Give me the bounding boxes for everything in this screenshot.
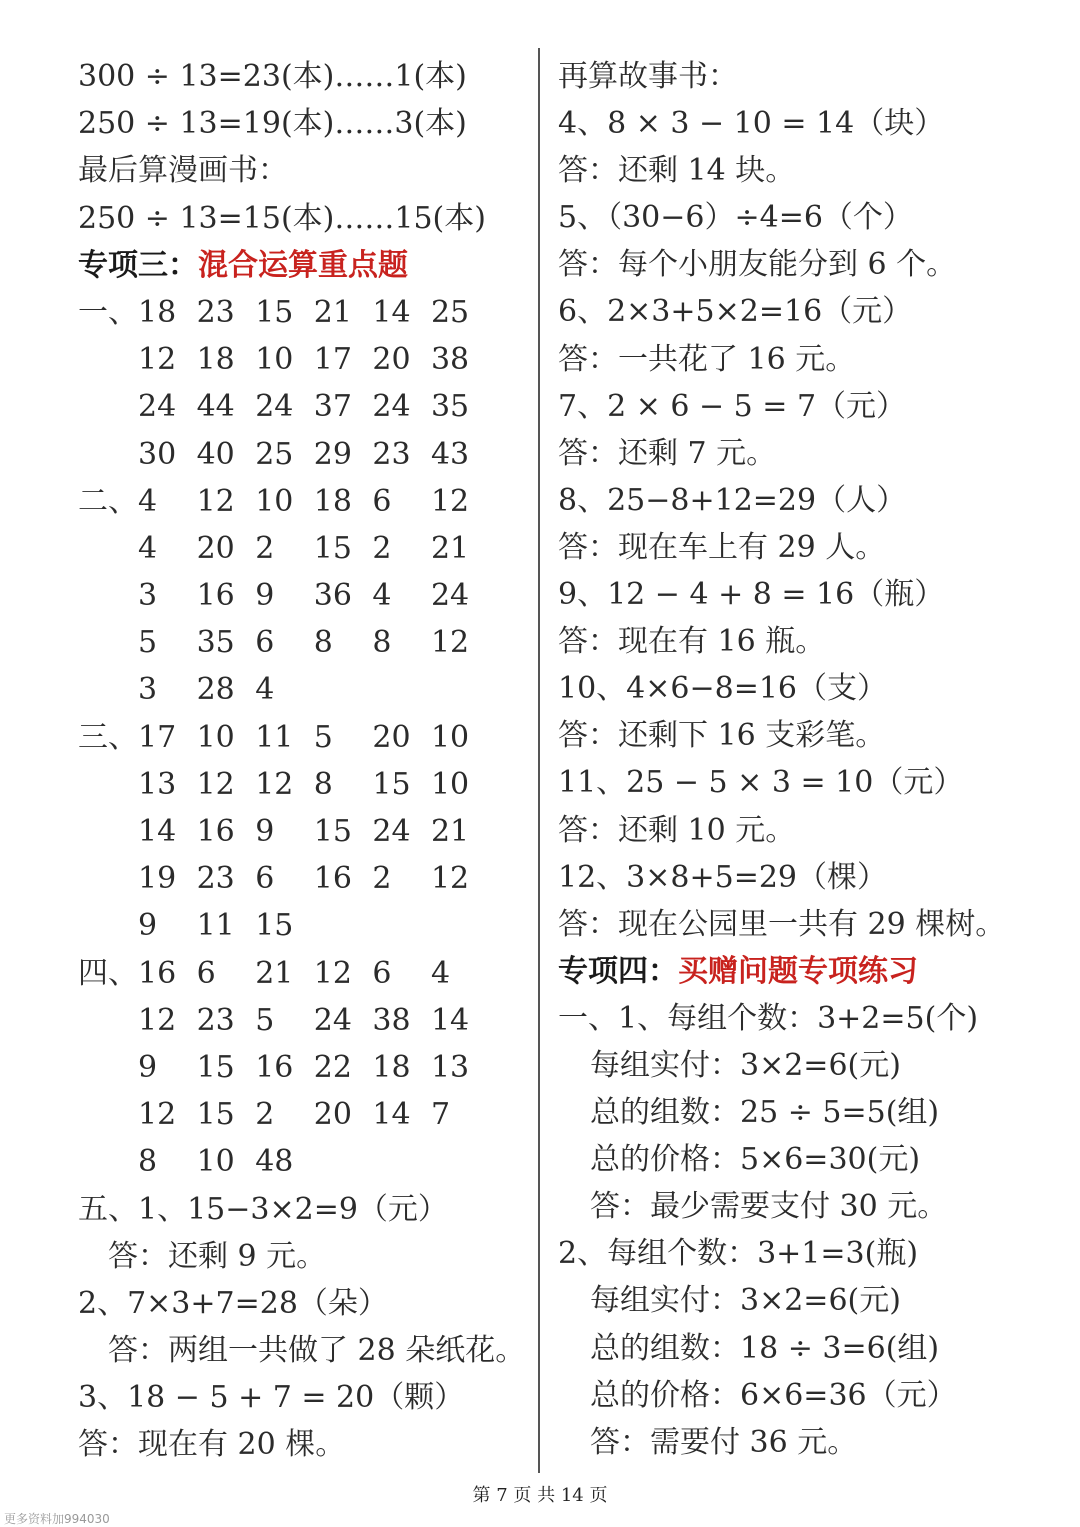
number-row — [78, 289, 528, 336]
number-cell: 16 — [138, 955, 177, 991]
answer-line: 6、2×3+5×2=16（元） — [558, 294, 913, 330]
number-cell: 14 — [138, 814, 177, 849]
number-cell: 12 — [255, 766, 294, 802]
number-cell: 10 — [255, 483, 294, 519]
number-cell: 15 — [313, 530, 352, 566]
number-cell: 10 — [196, 719, 235, 755]
number-cell: 28 — [196, 672, 235, 708]
section-label: 三、 — [78, 719, 138, 755]
number-cell: 13 — [430, 1049, 470, 1085]
number-cell: 48 — [255, 1144, 294, 1180]
answer-line: 答：还剩下 16 支彩笔。 — [558, 718, 886, 754]
number-cell: 29 — [313, 436, 352, 472]
answer-line: 答：还剩 9 元。 — [108, 1238, 327, 1274]
answer-line: 再算故事书： — [558, 59, 738, 94]
number-cell: 5 — [313, 719, 333, 755]
number-cell: 20 — [313, 1097, 352, 1133]
answer-line: 250 ÷ 13=19(本)……3(本) — [78, 106, 467, 142]
number-cell: 15 — [196, 1049, 235, 1085]
number-cell: 12 — [430, 483, 470, 519]
number-cell: 25 — [430, 294, 470, 330]
number-row — [78, 714, 528, 761]
answer-line: 11、25 − 5 × 3 = 10（元） — [558, 765, 964, 801]
page-number: 第 7 页 共 14 页 — [472, 1485, 608, 1506]
number-cell: 35 — [196, 625, 235, 661]
number-row — [78, 619, 528, 666]
number-cell: 4 — [430, 955, 451, 991]
answer-line: 7、2 × 6 − 5 = 7（元） — [558, 388, 907, 424]
number-cell: 12 — [138, 1002, 177, 1038]
number-cell: 11 — [196, 908, 235, 944]
section-label: 四、 — [78, 955, 138, 991]
number-cell: 15 — [255, 908, 294, 944]
number-cell: 17 — [313, 342, 352, 378]
number-cell: 12 — [430, 861, 470, 897]
answer-line: 300 ÷ 13=23(本)……1(本) — [78, 59, 467, 94]
number-row — [78, 761, 528, 808]
answer-line: 答：最少需要支付 30 元。 — [590, 1189, 948, 1225]
answer-line: 9、12 − 4 + 8 = 16（瓶） — [558, 577, 945, 613]
heading-prefix: 专项四： — [558, 953, 678, 989]
number-row — [78, 525, 528, 572]
section-heading-4 — [558, 948, 1058, 995]
number-cell: 6 — [255, 861, 275, 897]
number-cell: 6 — [255, 625, 275, 661]
number-cell: 2 — [372, 861, 392, 897]
number-cell: 15 — [313, 814, 352, 849]
number-cell: 18 — [196, 342, 235, 378]
answer-line: 12、3×8+5=29（棵） — [558, 859, 888, 895]
number-cell: 23 — [196, 294, 235, 330]
answer-line: 五、1、15−3×2=9（元） — [78, 1191, 448, 1227]
number-cell: 25 — [255, 436, 294, 472]
number-cell: 38 — [430, 342, 470, 378]
answer-line: 答：现在车上有 29 人。 — [558, 529, 886, 565]
number-row — [78, 572, 528, 619]
number-cell: 10 — [255, 342, 294, 378]
number-cell: 3 — [138, 672, 158, 708]
number-row — [78, 383, 528, 430]
number-cell: 18 — [372, 1049, 411, 1085]
number-cell: 6 — [372, 955, 392, 991]
number-cell: 20 — [196, 530, 235, 566]
number-cell: 10 — [430, 766, 470, 802]
answer-line: 答：还剩 7 元。 — [558, 435, 777, 471]
number-cell: 21 — [430, 814, 470, 849]
right-column — [558, 53, 1058, 1466]
number-cell: 24 — [313, 1002, 352, 1038]
number-cell: 8 — [138, 1144, 158, 1180]
number-cell: 12 — [196, 483, 235, 519]
number-cell: 16 — [255, 1049, 294, 1085]
answer-line: 2、7×3+7=28（朵） — [78, 1285, 388, 1321]
number-row — [78, 431, 528, 478]
number-cell: 6 — [372, 483, 392, 519]
number-cell: 12 — [196, 766, 235, 802]
section-label: 一、 — [78, 294, 138, 330]
number-cell: 12 — [138, 1097, 177, 1133]
answer-line: 每组实付：3×2=6(元) — [590, 1283, 901, 1319]
answer-line: 答：还剩 10 元。 — [558, 812, 796, 848]
answer-line: 总的价格：5×6=30(元) — [590, 1142, 921, 1178]
number-cell: 19 — [138, 861, 177, 897]
number-cell: 20 — [372, 719, 411, 755]
section-1-grid — [78, 289, 528, 478]
number-row — [78, 666, 528, 713]
number-cell: 5 — [138, 625, 158, 661]
answer-line: 答：现在有 20 棵。 — [78, 1427, 346, 1463]
number-row — [78, 902, 528, 949]
answer-line: 答：两组一共做了 28 朵纸花。 — [108, 1333, 526, 1369]
number-cell: 12 — [313, 955, 352, 991]
answer-line: 答：现在公园里一共有 29 棵树。 — [558, 906, 1006, 942]
answer-line: 4、8 × 3 − 10 = 14（块） — [558, 106, 945, 142]
number-row — [78, 950, 528, 997]
number-row — [78, 997, 528, 1044]
section-label: 二、 — [78, 483, 138, 519]
number-cell: 12 — [138, 342, 177, 378]
number-row — [78, 1138, 528, 1185]
number-cell: 43 — [430, 436, 470, 472]
number-cell: 21 — [255, 955, 294, 991]
number-row — [78, 336, 528, 383]
number-cell: 8 — [313, 625, 333, 661]
answer-line: 总的组数：25 ÷ 5=5(组) — [590, 1095, 940, 1131]
number-cell: 30 — [138, 436, 177, 472]
number-cell: 3 — [138, 578, 158, 614]
number-cell: 21 — [313, 294, 352, 330]
answer-line: 一、1、每组个数：3+2=5(个) — [558, 1000, 979, 1036]
number-cell: 23 — [372, 436, 411, 472]
number-cell: 15 — [372, 766, 411, 802]
number-cell: 40 — [196, 436, 235, 472]
number-cell: 38 — [372, 1002, 411, 1038]
number-cell: 10 — [430, 719, 470, 755]
section-5 — [78, 1186, 528, 1469]
number-cell: 23 — [196, 1002, 235, 1038]
answer-line: 答：还剩 14 块。 — [558, 153, 796, 189]
answer-line: 2、每组个数：3+1=3(瓶) — [558, 1236, 919, 1272]
number-cell: 14 — [372, 1097, 411, 1133]
number-cell: 5 — [255, 1002, 275, 1038]
number-cell: 4 — [255, 672, 275, 708]
answer-line: 5、（30−6）÷4=6（个） — [558, 200, 913, 236]
answer-line: 10、4×6−8=16（支） — [558, 671, 888, 707]
number-cell: 9 — [255, 814, 275, 849]
heading-title: 买赠问题专项练习 — [678, 953, 918, 989]
number-cell: 15 — [255, 294, 294, 330]
answer-line: 3、18 − 5 + 7 = 20（颗） — [78, 1380, 465, 1416]
left-column — [78, 53, 528, 1469]
answer-line: 答：现在有 16 瓶。 — [558, 624, 826, 660]
heading-title: 混合运算重点题 — [198, 247, 408, 283]
number-cell: 7 — [430, 1097, 451, 1133]
heading-prefix: 专项三： — [78, 247, 198, 283]
number-cell: 18 — [313, 483, 352, 519]
number-cell: 21 — [430, 530, 470, 566]
section-4-grid — [78, 950, 528, 1186]
number-cell: 4 — [138, 483, 158, 519]
number-cell: 17 — [138, 719, 177, 755]
number-cell: 13 — [138, 766, 177, 802]
number-cell: 9 — [255, 578, 275, 614]
number-cell: 9 — [138, 908, 158, 944]
section-2-grid — [78, 478, 528, 714]
number-cell: 24 — [430, 578, 470, 614]
number-cell: 24 — [372, 389, 411, 425]
number-cell: 44 — [196, 389, 235, 425]
number-cell: 12 — [430, 625, 470, 661]
number-cell: 2 — [255, 530, 275, 566]
number-cell: 36 — [313, 578, 352, 614]
number-cell: 15 — [196, 1097, 235, 1133]
number-cell: 8 — [372, 625, 392, 661]
number-cell: 2 — [372, 530, 392, 566]
number-cell: 9 — [138, 1049, 158, 1085]
number-cell: 2 — [255, 1097, 275, 1133]
number-cell: 24 — [372, 814, 411, 849]
number-row — [78, 478, 528, 525]
number-cell: 23 — [196, 861, 235, 897]
number-cell: 8 — [313, 766, 333, 802]
number-cell: 16 — [196, 814, 235, 849]
number-row — [78, 855, 528, 902]
number-row — [78, 1044, 528, 1091]
number-cell: 16 — [196, 578, 235, 614]
watermark-text: 更多资料加994030 — [4, 1512, 110, 1526]
number-cell: 20 — [372, 342, 411, 378]
answer-line: 答：需要付 36 元。 — [590, 1424, 858, 1460]
section-heading-3 — [78, 242, 528, 289]
number-cell: 18 — [138, 294, 177, 330]
number-cell: 24 — [138, 389, 177, 425]
number-cell: 16 — [313, 861, 352, 897]
column-divider — [538, 48, 540, 1473]
number-cell: 14 — [430, 1002, 470, 1038]
number-cell: 4 — [372, 578, 392, 614]
answer-line: 总的组数：18 ÷ 3=6(组) — [590, 1330, 940, 1366]
number-cell: 22 — [313, 1049, 352, 1085]
answer-line: 最后算漫画书： — [78, 153, 288, 189]
number-cell: 6 — [196, 955, 216, 991]
answer-line: 总的价格：6×6=36（元） — [590, 1377, 957, 1413]
number-cell: 14 — [372, 294, 411, 330]
number-cell: 37 — [313, 389, 352, 425]
number-cell: 35 — [430, 389, 470, 425]
answer-line: 答：每个小朋友能分到 6 个。 — [558, 247, 957, 283]
answer-line: 每组实付：3×2=6(元) — [590, 1047, 901, 1083]
number-cell: 4 — [138, 530, 158, 566]
number-cell: 10 — [196, 1144, 235, 1180]
number-row — [78, 808, 528, 855]
number-cell: 24 — [255, 389, 294, 425]
answer-line: 250 ÷ 13=15(本)……15(本) — [78, 200, 486, 236]
number-cell: 11 — [255, 719, 294, 755]
answer-line: 答：一共花了 16 元。 — [558, 341, 856, 377]
answer-line: 8、25−8+12=29（人） — [558, 482, 907, 518]
number-row — [78, 1091, 528, 1138]
section-3-grid — [78, 714, 528, 950]
